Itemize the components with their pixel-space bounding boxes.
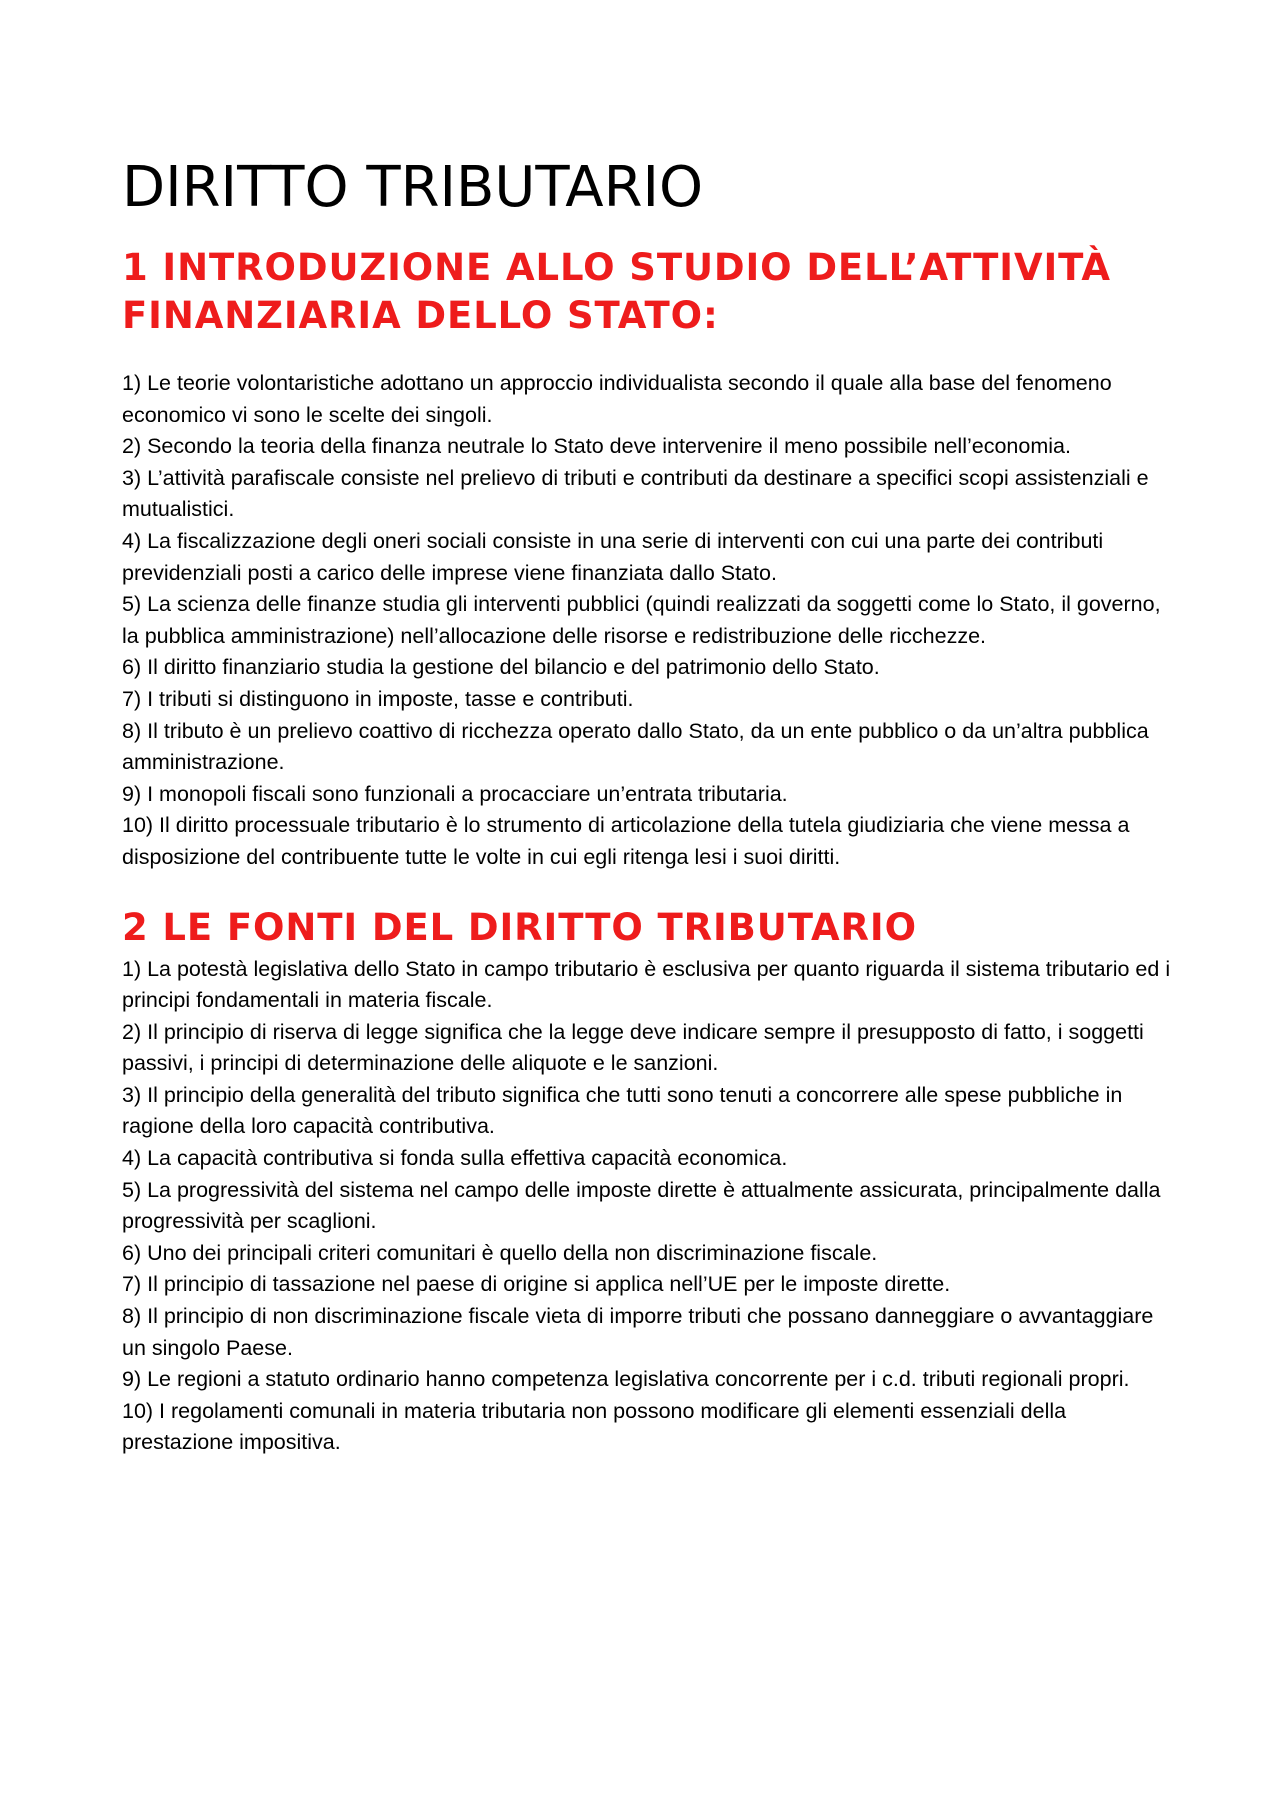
list-item: 10) I regolamenti comunali in materia tributaria non possono modificare gli elementi essenziali della prestazione impositiva. — [122, 1398, 1067, 1455]
list-item: 4) La fiscalizzazione degli oneri sociali consiste in una serie di interventi con cui una parte dei contributi previdenziali posti a carico delle imprese viene finanziata dallo Stato. — [122, 528, 1104, 585]
section-1-list — [122, 368, 1182, 874]
list-item: 10) Il diritto processuale tributario è lo strumento di articolazione della tutela giudiziaria che viene messa a disposizione del contribuente tutte le volte in cui egli ritenga lesi i suoi diritti. — [122, 813, 1130, 869]
list-item: 1) La potestà legislativa dello Stato in campo tributario è esclusiva per quanto riguarda il sistema tributario ed i principi fondamentali in materia fiscale. — [122, 956, 1171, 1013]
section-2-list — [122, 954, 1182, 1460]
list-item: 5) La progressività del sistema nel campo delle imposte dirette è attualmente assicurata, principalmente dalla progressività per scaglioni. — [122, 1177, 1161, 1234]
list-item: 2) Il principio di riserva di legge significa che la legge deve indicare sempre il presupposto di fatto, i soggetti passivi, i principi di determinazione delle aliquote e le sanzioni. — [122, 1019, 1144, 1076]
list-item: 7) Il principio di tassazione nel paese di origine si applica nell’UE per le imposte dirette. — [122, 1272, 951, 1297]
list-item: 7) I tributi si distinguono in imposte, tasse e contributi. — [122, 686, 634, 711]
list-item: 9) I monopoli fiscali sono funzionali a procacciare un’entrata tributaria. — [122, 781, 788, 806]
list-item: 3) L’attività parafiscale consiste nel prelievo di tributi e contributi da destinare a specifici scopi assistenziali e mutualistici. — [122, 465, 1149, 522]
document-page — [122, 150, 1182, 1459]
list-item: 1) Le teorie volontaristiche adottano un approccio individualista secondo il quale alla base del fenomeno economico vi sono le scelte dei singoli. — [122, 371, 1112, 427]
document-title: DIRITTO TRIBUTARIO — [122, 155, 704, 220]
list-item: 5) La scienza delle finanze studia gli interventi pubblici (quindi realizzati da soggetti come lo Stato, il governo, la pubblica amministrazione) nell’allocazione delle risorse e redistribuzione delle ricchezze. — [122, 592, 1161, 648]
section-heading-1: 1 INTRODUZIONE ALLO STUDIO DELL’ATTIVITÀ FINANZIARIA DELLO STATO: — [122, 246, 1111, 337]
list-item: 8) Il principio di non discriminazione fiscale vieta di imporre tributi che possano danneggiare o avvantaggiare un singolo Paese. — [122, 1304, 1154, 1360]
list-item: 6) Uno dei principali criteri comunitari è quello della non discriminazione fiscale. — [122, 1240, 878, 1265]
list-item: 2) Secondo la teoria della finanza neutrale lo Stato deve intervenire il meno possibile nell’economia. — [122, 434, 1071, 459]
list-item: 3) Il principio della generalità del tributo significa che tutti sono tenuti a concorrere alle spese pubbliche in ragione della loro capacità contributiva. — [122, 1082, 1123, 1139]
section-heading-2: 2 LE FONTI DEL DIRITTO TRIBUTARIO — [122, 905, 917, 949]
list-item: 6) Il diritto finanziario studia la gestione del bilancio e del patrimonio dello Stato. — [122, 655, 880, 680]
list-item: 8) Il tributo è un prelievo coattivo di ricchezza operato dallo Stato, da un ente pubblico o da un’altra pubblica amministrazione. — [122, 718, 1149, 775]
list-item: 9) Le regioni a statuto ordinario hanno competenza legislativa concorrente per i c.d. tributi regionali propri. — [122, 1367, 1130, 1392]
list-item: 4) La capacità contributiva si fonda sulla effettiva capacità economica. — [122, 1146, 788, 1171]
